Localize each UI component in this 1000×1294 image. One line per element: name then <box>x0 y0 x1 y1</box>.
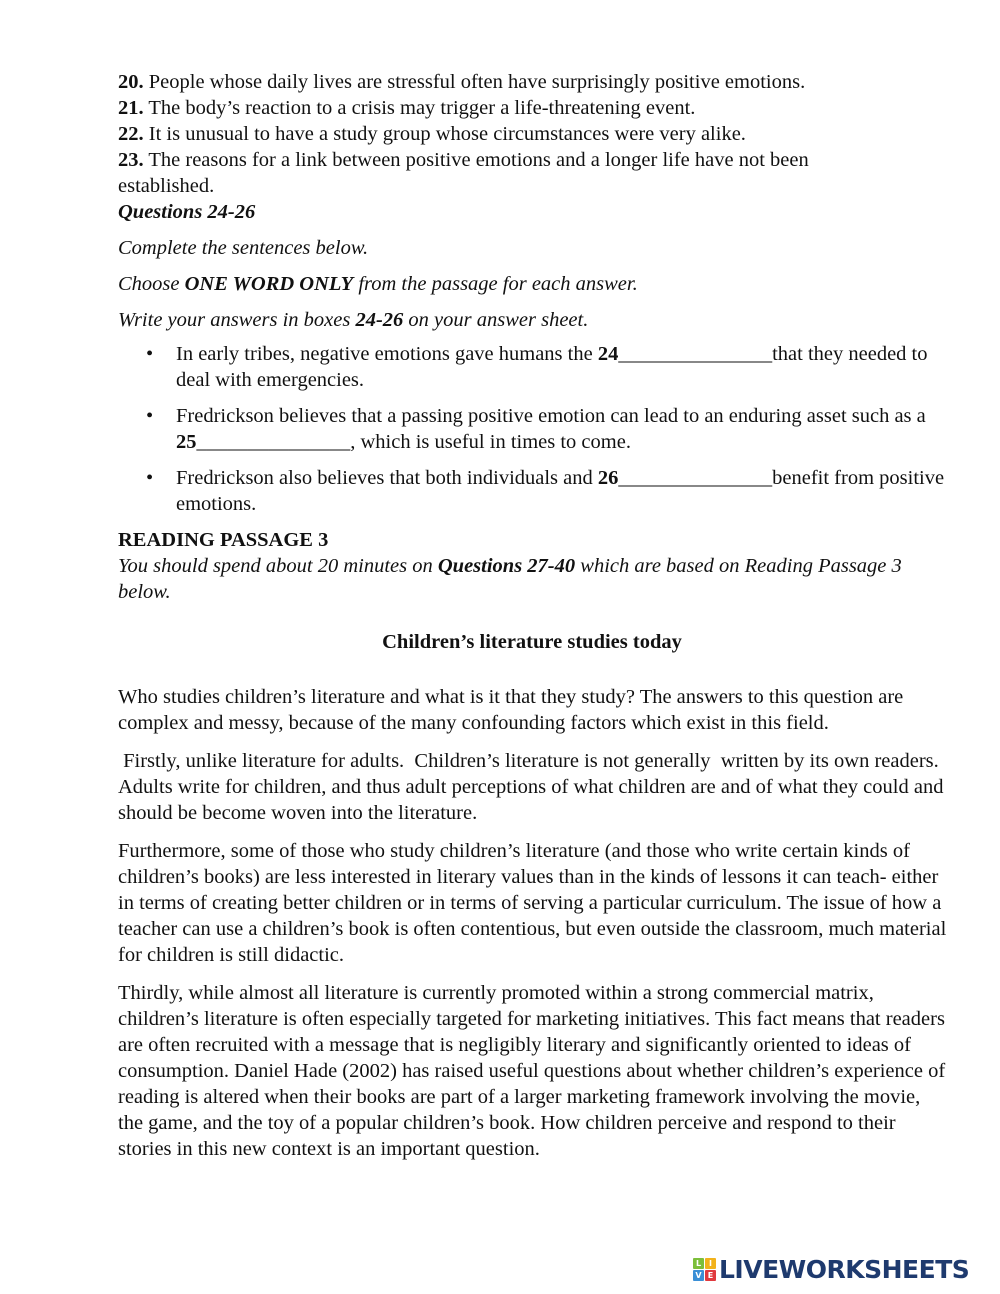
reading-passage-instruction: You should spend about 20 minutes on Questions 27-40 which are based on Reading Passage 3 below. <box>118 555 902 603</box>
paragraph-2: Firstly, unlike literature for adults. Children’s literature is not generally written by its own readers. Adults write for children, and thus adult perceptions of what children are and of what they could and should be become woven into the literature. <box>118 750 949 824</box>
instruction-one-word: Choose ONE WORD ONLY from the passage for each answer. <box>118 273 638 295</box>
logo-tile-v: V <box>693 1270 704 1281</box>
worksheet-page <box>118 69 948 1162</box>
paragraph-4: Thirdly, while almost all literature is currently promoted within a strong commercial matrix, children’s literature is often especially targeted for marketing initiatives. This fact means that readers are often recruited with a message that is negligibly literary and significantly oriented to ideas of consumption. Daniel Hade (2002) has raised useful questions about whether children’s experience of reading is altered when their books are part of a larger marketing framework involving the movie, the game, and the toy of a popular children’s book. How children perceive and respond to their stories in this new context is an important question. <box>118 982 946 1160</box>
statement-22: 22. It is unusual to have a study group whose circumstances were very alike. <box>118 123 746 145</box>
question-25: • Fredrickson believes that a passing positive emotion can lead to an enduring asset such as a 25_______________, which is useful in times to come. <box>146 405 926 453</box>
paragraph-3: Furthermore, some of those who study children’s literature (and those who write certain kinds of children’s books) are less interested in literary values than in the kinds of lessons it can teach- either in terms of creating better children or in terms of serving a particular curriculum. The issue of how a teacher can use a children’s book is often contentious, but even outside the classroom, much material for children is still didactic. <box>118 840 947 966</box>
statement-23: 23. The reasons for a link between positive emotions and a longer life have not been established. <box>118 149 809 197</box>
statement-20: 20. People whose daily lives are stressful often have surprisingly positive emotions. <box>118 71 806 93</box>
question-24: • In early tribes, negative emotions gave humans the 24_______________that they needed to deal with emergencies. <box>146 343 928 391</box>
questions-24-26-heading: Questions 24-26 <box>118 201 256 223</box>
statement-21: 21. The body’s reaction to a crisis may trigger a life-threatening event. <box>118 97 696 119</box>
bullet-icon: • <box>146 405 154 427</box>
question-26: • Fredrickson also believes that both individuals and 26_______________benefit from positive emotions. <box>146 467 945 515</box>
answer-blank-24[interactable]: _______________ <box>618 343 773 365</box>
logo-tile-l: L <box>693 1258 704 1269</box>
answer-blank-25[interactable]: _______________ <box>196 431 351 453</box>
logo-text: LIVEWORKSHEETS <box>719 1255 970 1284</box>
instruction-answer-boxes: Write your answers in boxes 24-26 on your answer sheet. <box>118 309 589 331</box>
answer-blank-26[interactable]: _______________ <box>618 467 773 489</box>
paragraph-1: Who studies children’s literature and what is it that they study? The answers to this question are complex and messy, because of the many confounding factors which exist in this field. <box>118 686 904 734</box>
logo-tile-i: I <box>705 1258 716 1269</box>
article-title: Children’s literature studies today <box>382 631 682 653</box>
reading-passage-title: READING PASSAGE 3 <box>118 529 329 551</box>
instruction-complete: Complete the sentences below. <box>118 237 369 259</box>
logo-tiles-icon <box>693 1258 716 1281</box>
bullet-icon: • <box>146 343 154 365</box>
logo-tile-e: E <box>705 1270 716 1281</box>
liveworksheets-logo <box>693 1255 969 1284</box>
bullet-icon: • <box>146 467 154 489</box>
sentence-completion-list <box>118 341 948 517</box>
